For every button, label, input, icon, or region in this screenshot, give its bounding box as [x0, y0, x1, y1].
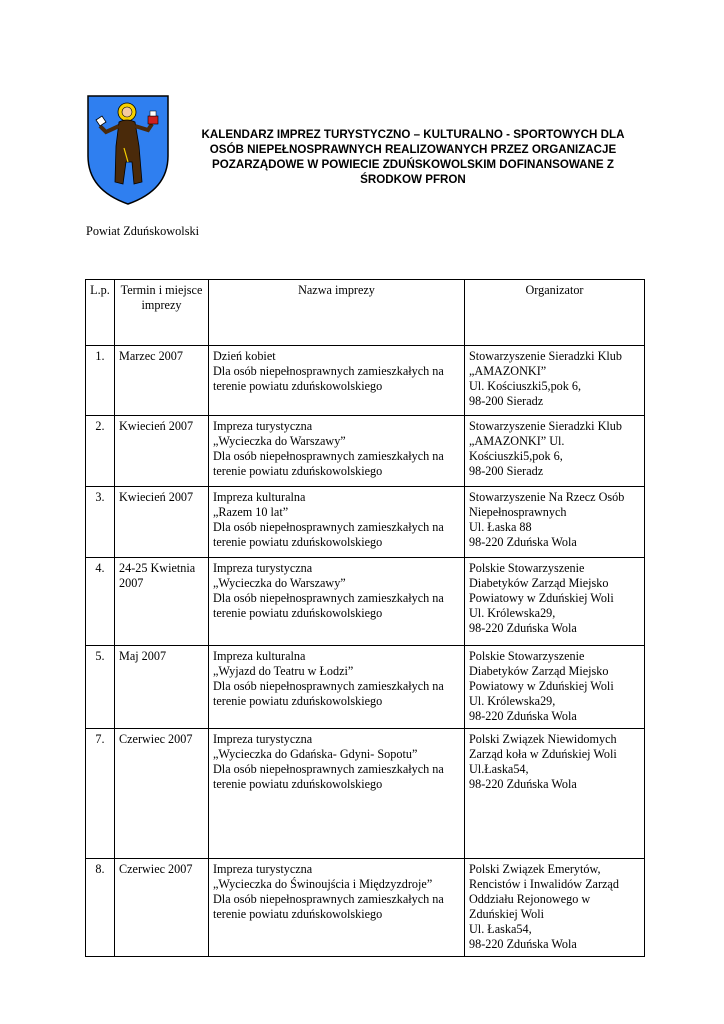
cell-event-name-line: Impreza turystyczna: [213, 419, 313, 433]
title-line: POZARZĄDOWE W POWIECIE ZDUŃSKOWOLSKIM DOFINANSOWANE Z: [212, 158, 614, 171]
cell-organizer-line: 98-220 Zduńska Wola: [469, 777, 577, 791]
cell-organizer-line: Diabetyków Zarząd Miejsko: [469, 664, 609, 678]
cell-organizer-line: 98-220 Zduńska Wola: [469, 535, 577, 549]
cell-term-line: Czerwiec 2007: [119, 862, 193, 876]
table-row: [86, 859, 645, 957]
title-line: OSÓB NIEPEŁNOSPRAWNYCH REALIZOWANYCH PRZEZ ORGANIZACJE: [209, 143, 617, 156]
cell-organizer: [465, 487, 645, 558]
cell-organizer-line: Oddziału Rejonowego w: [469, 892, 591, 906]
cell-organizer-line: Ul. Królewska29,: [469, 694, 556, 708]
cell-organizer-line: 98-220 Zduńska Wola: [469, 709, 577, 723]
cell-event-name-line: Dla osób niepełnosprawnych zamieszkałych na: [213, 679, 444, 693]
header-term-line: imprezy: [141, 298, 182, 312]
cell-organizer-line: Polskie Stowarzyszenie: [469, 649, 585, 663]
cell-event-name-line: terenie powiatu zduńskowolskiego: [213, 535, 383, 549]
cell-event-name-line: terenie powiatu zduńskowolskiego: [213, 606, 383, 620]
cell-organizer-line: Zarząd koła w Zduńskiej Woli: [469, 747, 617, 761]
cell-event-name-line: Dla osób niepełnosprawnych zamieszkałych na: [213, 762, 444, 776]
cell-organizer-line: Diabetyków Zarząd Miejsko: [469, 576, 609, 590]
cell-organizer-line: Ul. Łaska 88: [469, 520, 532, 534]
cell-event-name-line: Dla osób niepełnosprawnych zamieszkałych na: [213, 449, 444, 463]
county-label: Powiat Zduńskowolski: [86, 224, 200, 238]
cell-event-name-line: terenie powiatu zduńskowolskiego: [213, 464, 383, 478]
cell-term-line: 2007: [119, 576, 144, 590]
cell-term-line: 24-25 Kwietnia: [119, 561, 196, 575]
cell-organizer: [465, 416, 645, 487]
cell-organizer: [465, 859, 645, 957]
cell-term: [115, 487, 209, 558]
cell-organizer-line: Polskie Stowarzyszenie: [469, 561, 585, 575]
cell-term: [115, 558, 209, 646]
cell-term: [115, 346, 209, 416]
cell-organizer: [465, 558, 645, 646]
cell-event-name-line: terenie powiatu zduńskowolskiego: [213, 694, 383, 708]
header-lp: L.p.: [86, 280, 115, 346]
cell-event-name-line: terenie powiatu zduńskowolskiego: [213, 907, 383, 921]
coat-of-arms-icon: [86, 94, 170, 206]
cell-lp: 3.: [86, 487, 115, 558]
cell-term: [115, 646, 209, 729]
document-title: [182, 127, 644, 187]
cell-organizer-line: Stowarzyszenie Na Rzecz Osób: [469, 490, 625, 504]
cell-event-name-line: terenie powiatu zduńskowolskiego: [213, 379, 383, 393]
cell-event-name-line: „Wycieczka do Warszawy”: [213, 434, 346, 448]
cell-event-name-line: Dzień kobiet: [213, 349, 276, 363]
cell-term-line: Kwiecień 2007: [119, 419, 194, 433]
cell-event-name: [209, 558, 465, 646]
cell-organizer-line: 98-220 Zduńska Wola: [469, 937, 577, 951]
cell-organizer-line: Ul. Królewska29,: [469, 606, 556, 620]
cell-event-name-line: „Wycieczka do Świnoujścia i Międzyzdroje”: [213, 877, 433, 891]
cell-organizer-line: Ul.Łaska54,: [469, 762, 529, 776]
title-line: KALENDARZ IMPREZ TURYSTYCZNO – KULTURALNO - SPORTOWYCH DLA: [201, 128, 625, 141]
cell-event-name-line: Impreza kulturalna: [213, 490, 306, 504]
cell-organizer-line: Powiatowy w Zduńskiej Woli: [469, 679, 614, 693]
cell-term-line: Marzec 2007: [119, 349, 183, 363]
cell-organizer-line: „AMAZONKI” Ul.: [469, 434, 565, 448]
cell-organizer-line: „AMAZONKI”: [469, 364, 547, 378]
cell-organizer: [465, 346, 645, 416]
cell-organizer-line: Rencistów i Inwalidów Zarząd: [469, 877, 619, 891]
title-line: ŚRODKOW PFRON: [360, 173, 466, 186]
cell-event-name-line: terenie powiatu zduńskowolskiego: [213, 777, 383, 791]
cell-event-name: [209, 859, 465, 957]
cell-term-line: Kwiecień 2007: [119, 490, 194, 504]
cell-organizer-line: Ul. Kościuszki5,pok 6,: [469, 379, 582, 393]
cell-event-name-line: „Wycieczka do Warszawy”: [213, 576, 346, 590]
cell-organizer-line: Powiatowy w Zduńskiej Woli: [469, 591, 614, 605]
table-header-row: [86, 280, 645, 346]
header-term-line: Termin i miejsce: [120, 283, 203, 297]
cell-event-name: [209, 416, 465, 487]
cell-event-name: [209, 729, 465, 859]
cell-term: [115, 729, 209, 859]
cell-lp: 1.: [86, 346, 115, 416]
cell-lp: 8.: [86, 859, 115, 957]
cell-event-name-line: Impreza turystyczna: [213, 561, 313, 575]
cell-event-name-line: „Wyjazd do Teatru w Łodzi”: [213, 664, 354, 678]
header-organizer: Organizator: [465, 280, 645, 346]
cell-term-line: Czerwiec 2007: [119, 732, 193, 746]
cell-event-name-line: Impreza turystyczna: [213, 732, 313, 746]
cell-organizer-line: Ul. Łaska54,: [469, 922, 532, 936]
cell-event-name-line: „Wycieczka do Gdańska- Gdyni- Sopotu”: [213, 747, 418, 761]
header-name: Nazwa imprezy: [209, 280, 465, 346]
cell-organizer-line: 98-200 Sieradz: [469, 464, 544, 478]
cell-organizer-line: Niepełnosprawnych: [469, 505, 567, 519]
cell-organizer-line: Stowarzyszenie Sieradzki Klub: [469, 419, 622, 433]
cell-organizer-line: 98-220 Zduńska Wola: [469, 621, 577, 635]
table-row: [86, 346, 645, 416]
cell-organizer-line: Kościuszki5,pok 6,: [469, 449, 563, 463]
cell-event-name-line: Dla osób niepełnosprawnych zamieszkałych na: [213, 364, 444, 378]
events-table: [85, 279, 645, 957]
cell-event-name-line: Dla osób niepełnosprawnych zamieszkałych na: [213, 591, 444, 605]
cell-lp: 7.: [86, 729, 115, 859]
table-row: [86, 646, 645, 729]
cell-term: [115, 416, 209, 487]
cell-event-name: [209, 487, 465, 558]
cell-event-name: [209, 646, 465, 729]
cell-event-name-line: Impreza turystyczna: [213, 862, 313, 876]
cell-organizer-line: Polski Związek Emerytów,: [469, 862, 601, 876]
table-row: [86, 416, 645, 487]
cell-lp: 5.: [86, 646, 115, 729]
cell-organizer-line: Stowarzyszenie Sieradzki Klub: [469, 349, 622, 363]
table-row: [86, 558, 645, 646]
table-row: [86, 487, 645, 558]
cell-organizer-line: 98-200 Sieradz: [469, 394, 544, 408]
cell-event-name-line: „Razem 10 lat”: [213, 505, 289, 519]
cell-event-name: [209, 346, 465, 416]
cell-organizer: [465, 646, 645, 729]
cell-term-line: Maj 2007: [119, 649, 167, 663]
cell-organizer: [465, 729, 645, 859]
cell-term: [115, 859, 209, 957]
cell-event-name-line: Impreza kulturalna: [213, 649, 306, 663]
table-row: [86, 729, 645, 859]
cell-event-name-line: Dla osób niepełnosprawnych zamieszkałych na: [213, 520, 444, 534]
cell-organizer-line: Polski Związek Niewidomych: [469, 732, 617, 746]
cell-organizer-line: Zduńskiej Woli: [469, 907, 544, 921]
cell-lp: 4.: [86, 558, 115, 646]
header-term: [115, 280, 209, 346]
cell-event-name-line: Dla osób niepełnosprawnych zamieszkałych na: [213, 892, 444, 906]
cell-lp: 2.: [86, 416, 115, 487]
